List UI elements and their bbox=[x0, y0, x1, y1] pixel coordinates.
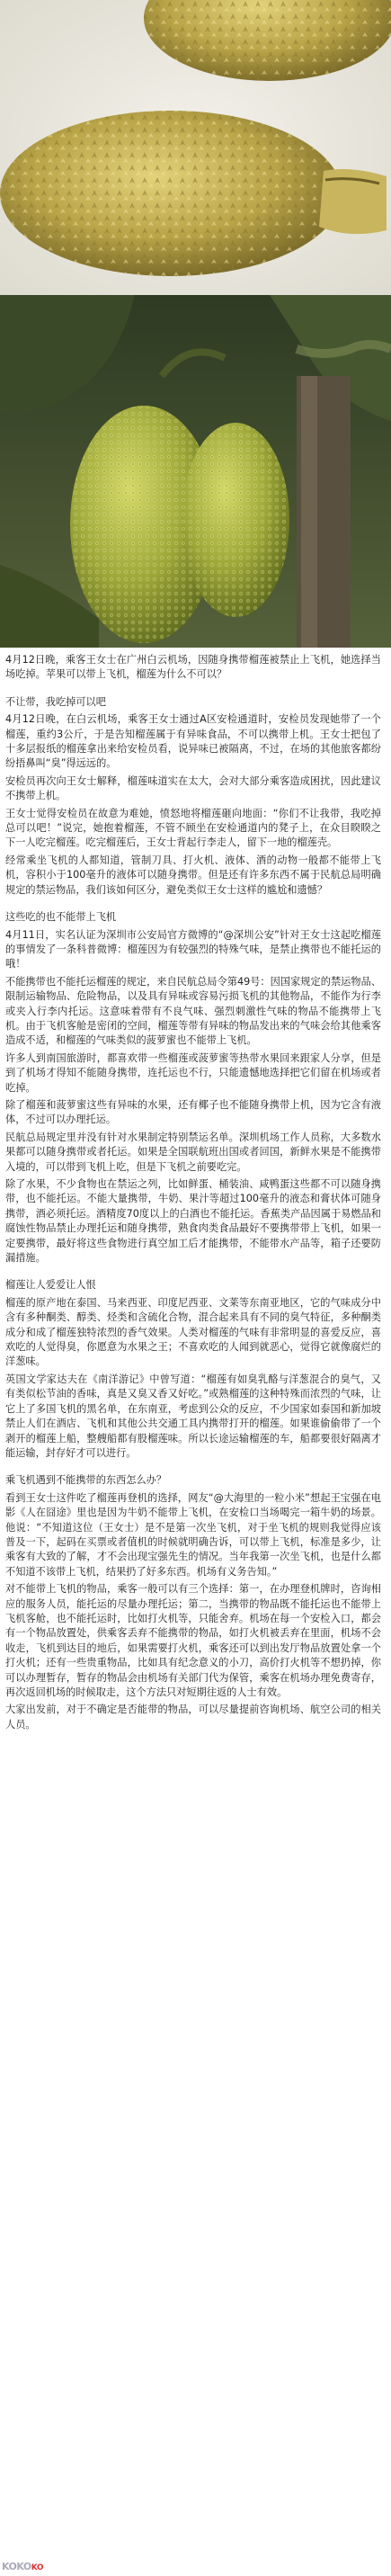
watermark-text-small: KO bbox=[31, 2563, 43, 2572]
section-heading: 乘飞机遇到不能携带的东西怎么办？ bbox=[5, 1474, 167, 1487]
article-paragraph: 4月12日晚，乘客王女士在广州白云机场，因随身携带榴莲被禁止上飞机，她选择当场吃掉。苹果可以带上飞机，榴莲为什么不可以？ bbox=[5, 654, 381, 681]
article-paragraph: 4月11日，实名认证为深圳市公安局官方微博的“@深圳公安”针对王女士这起吃榴莲的事情发了一条科普微博：榴莲因为有较强烈的特殊气味，是禁止携带也不能托运的哦！ bbox=[5, 928, 381, 970]
article-paragraph: 王女士觉得安检员在故意为难她，愤怒地将榴莲砸向地面：“你们不让我带，我吃掉总可以吧！”说完，她抱着榴莲，不管不顾坐在安检通道内的凳子上，在众目睽睽之下一人吃完榴莲。吃完榴莲后，王女士背起行李走人，留下一地的榴莲壳。 bbox=[5, 807, 381, 849]
article-paragraph: 许多人到南国旅游时，都喜欢带一些榴莲或菠萝蜜等热带水果回来跟家人分享，但是到了机场才得知不能随身携带，连托运也不行，只能遗憾地选择把它们留在机场或者吃掉。 bbox=[5, 1051, 381, 1094]
article-paragraph: 看到王女士这件吃了榴莲再登机的选择，网友“@大海里的一粒小米”想起王宝强在电影《人在囧途》里也是因为牛奶不能带上飞机，在安检口当场喝完一箱牛奶的场景。他说：“不知道这位（王女士）是不是第一次坐飞机，对于坐飞机的规则我觉得应该普及一下，起码在买票或者值机的时候就明确告诉，可以带上飞机，标准是多少，让乘客有大致的了解，才不会出现宝强先生的情况。当年我第一次坐飞机，也是什么都不知道不该带上飞机，结果扔了好多东西。机场有义务告知。” bbox=[5, 1491, 381, 1578]
article-paragraph: 经常乘坐飞机的人都知道，管制刀具、打火机、液体、酒的动物一般都不能带上飞机，容积小于100毫升的液体可以随身携带。但是还有许多东西不属于民航总局明确规定的禁运物品，我们该如何区分，避免类似王女士这样的尴尬和遗憾？ bbox=[5, 854, 381, 896]
article-paragraph: 除了榴莲和菠萝蜜这些有异味的水果，还有椰子也不能随身携带上机，因为它含有液体，不过可以办理托运。 bbox=[5, 1098, 381, 1126]
durian-photo bbox=[0, 0, 391, 295]
section-heading: 这些吃的也不能带上飞机 bbox=[5, 911, 117, 924]
article-paragraph: 安检员再次向王女士解释，榴莲味道实在太大，会对大部分乘客造成困扰，因此建议不携带上机。 bbox=[5, 774, 381, 802]
durian-photo-icon bbox=[0, 0, 391, 295]
article-paragraph: 榴莲的原产地在泰国、马来西亚、印度尼西亚、文莱等东南亚地区，它的气味成分中含有多种酮类、醇类、烃类和含硫化合物，混合起来具有不同的臭气特征，多种酮类成分和成了榴莲独特浓烈的香气效果。人类对榴莲的气味有非常明显的喜爱反应，喜欢吃的人觉得臭，你愿意为水果之王；不喜欢吃的人闻到就恶心，觉得它就像腐烂的洋葱味。 bbox=[5, 1296, 381, 1368]
article-paragraph: 除了水果，不少食物也在禁运之列，比如鲜蛋、桶装油、咸鸭蛋这些都不可以随身携带，也不能托运。不能大量携带，牛奶、果汁等超过100毫升的液态和膏状体可随身携带，酒必须托运。酒精度70度以上的白酒也不能托运。香蕉类产品因属于易燃品和腐蚀性物品禁止办理托运和随身携带，熟食肉类食品最好不要携带带上飞机，如果一定要携带，最好将这些食物进行真空加工后才能携带，不能带水产品等，箱子还要防漏措施。 bbox=[5, 1178, 381, 1265]
watermark-text: KOKO bbox=[2, 2561, 31, 2572]
article-paragraph: 不能携带也不能托运榴莲的规定，来自民航总局令第49号：因国家规定的禁运物品、限制运输物品、危险物品，以及具有异味或容易污损飞机的其他物品，不能作为行李或夹入行李内托运。这意味着带有不良气味、强烈刺激性气味的物品不能携带上飞机。由于飞机客舱是密闭的空间，榴莲等带有异味的物品发出来的气味会给其他乘客造成不适，和榴莲的气味类似的菠萝蜜也不能带上飞机。 bbox=[5, 975, 381, 1047]
section-heading: 榴莲让人爱爱让人恨 bbox=[5, 1279, 96, 1292]
jackfruit-photo-icon bbox=[0, 295, 391, 648]
jackfruit-photo bbox=[0, 295, 391, 648]
article-paragraph: 对不能带上飞机的物品，乘客一般可以有三个选择：第一，在办理登机牌时，咨询相应的服务人员，能托运的尽量办理托运；第二，当携带的物品既不能托运也不能带上飞机客舱，也不能托运时，比如打火机等，只能舍弃。机场在每一个安检入口，都会有一个物品放置处，供乘客丢弃不能携带的物品，如打火机被丢弃在里面，机场不会收走，飞机到达目的地后，如果需要打火机，乘客还可以到出发厅物品放置处拿一个打火机；还有一些贵重物品，比如具有纪念意义的小刀，高价打火机等不想扔掉，你可以办理暂存，暂存的物品会由机场有关部门代为保管，乘客在机场办理免费寄存，再次返回机场的时候取走，这个方法只对短期往返的人士有效。 bbox=[5, 1583, 381, 1698]
site-watermark bbox=[2, 2561, 43, 2572]
article-paragraph: 4月12日晚，在白云机场，乘客王女士通过A区安检通道时，安检员发现她带了一个榴莲，重约3公斤，于是告知榴莲属于有异味食品，不可以携带上机。王女士把包了十多层报纸的榴莲拿出来给安检员看，说异味已被隔离，不过，在场的其他旅客都纷纷捂鼻叫“臭”得远远的。 bbox=[5, 713, 381, 770]
article-paragraph: 英国文学家达夫在《南洋游记》中曾写道：“榴莲有如臭乳酪与洋葱混合的臭气，又有类似松节油的香味，真是又臭又香又好吃。”或熟榴莲的这种特殊而浓烈的气味，让它上了多国飞机的黑名单，在东南亚，考虑到公众的反应，不少国家如泰国和新加坡禁止人们在酒店、飞机和其他公共交通工具内携带打开的榴莲。如果谁偷偷带了一个剥开的榴莲上船，整艘船都有股榴莲味。所以长途运输榴莲的车，船都要很好隔离才能运输，封存好才可以进行。 bbox=[5, 1373, 381, 1459]
section-heading: 不让带，我吃掉可以吧 bbox=[5, 695, 106, 708]
article-paragraph: 民航总局规定里并没有针对水果制定特别禁运名单。深圳机场工作人员称，大多数水果都可以随身携带或者托运。如果是全国联航班出国或者回国，新鲜水果是不能携带入境的，可以带到飞机上吃，但是下飞机之前要吃完。 bbox=[5, 1131, 381, 1173]
article-paragraph: 大家出发前，对于不确定是否能带的物品，可以尽量提前咨询机场、航空公司的相关人员。 bbox=[5, 1704, 381, 1731]
article-body bbox=[5, 653, 381, 1735]
